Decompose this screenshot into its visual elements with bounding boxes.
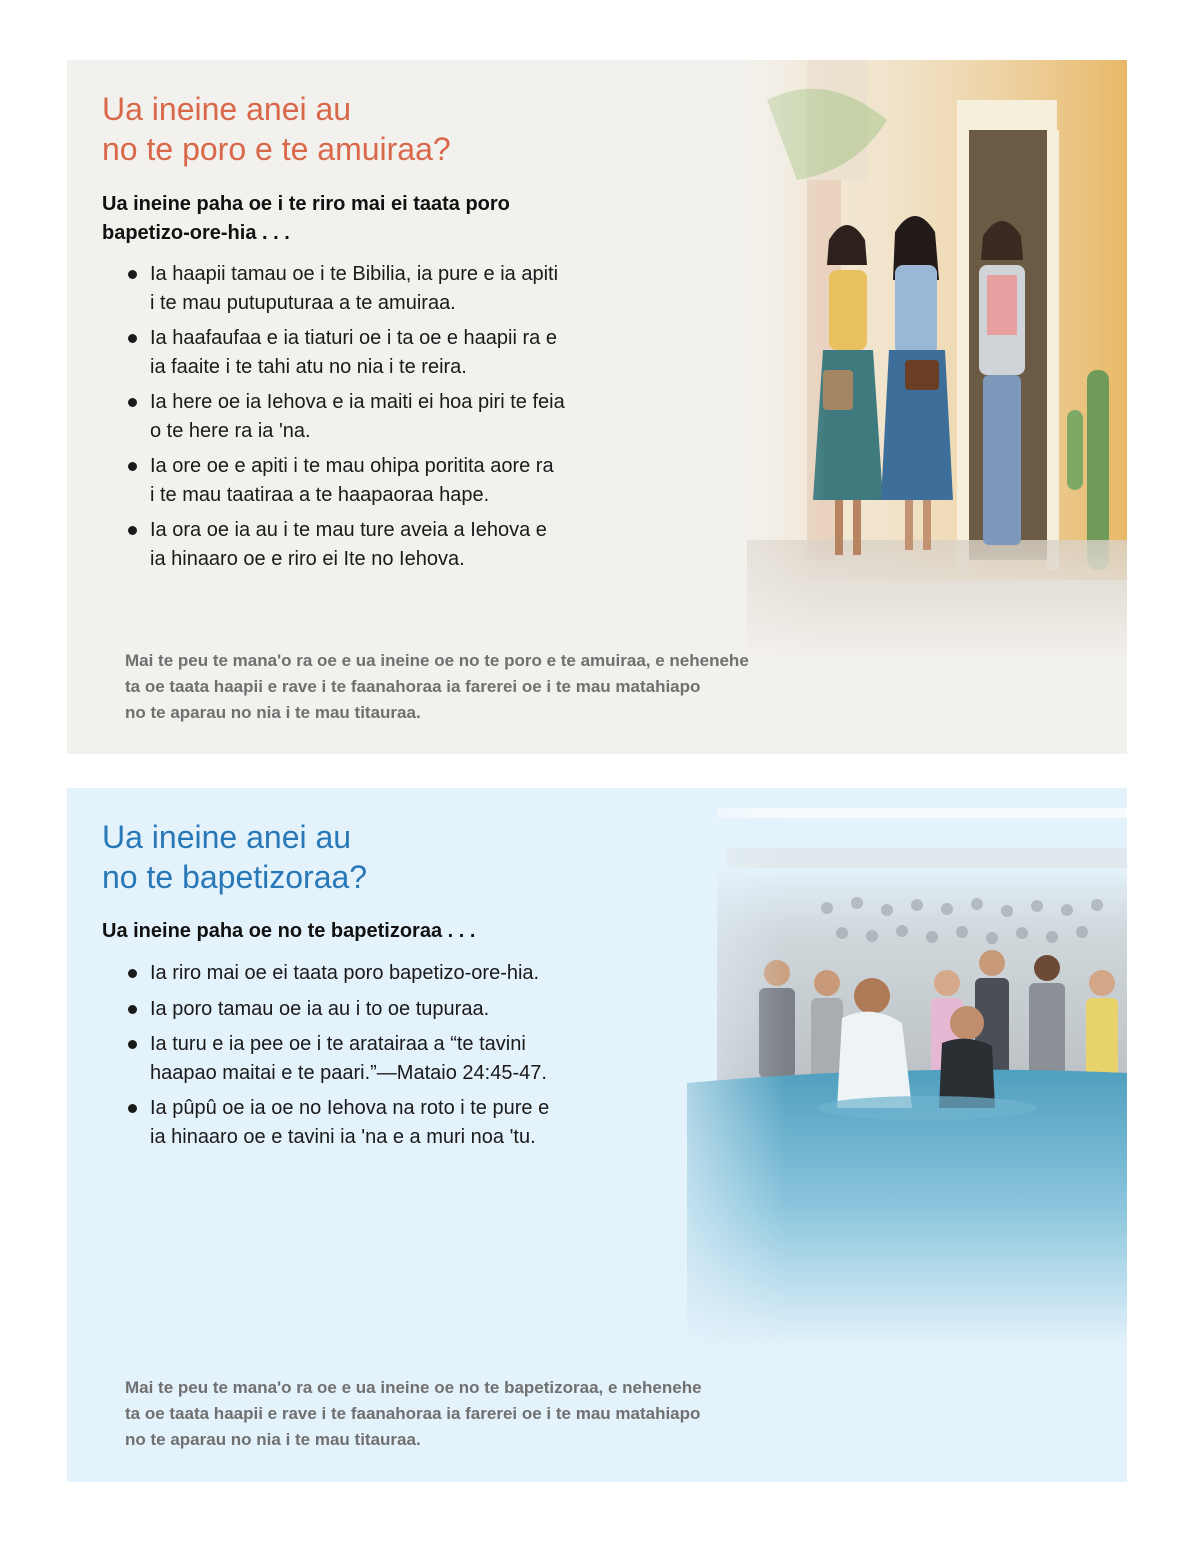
list-item bbox=[125, 388, 645, 445]
footnote-line: ta oe taata haapii e rave i te faanahoraa ia farerei oe i te mau matahiapo bbox=[125, 677, 701, 696]
bullet-icon bbox=[128, 1005, 137, 1014]
footnote-line: no te aparau no nia i te mau titauraa. bbox=[125, 703, 421, 722]
list-item-line: o te here ra ia 'na. bbox=[150, 419, 311, 442]
bullet-icon bbox=[128, 1104, 137, 1113]
section-title bbox=[102, 817, 367, 897]
lead-line: Ua ineine paha oe no te bapetizoraa . . . bbox=[102, 920, 476, 942]
meeting-readiness-panel bbox=[67, 60, 1127, 754]
title-line: no te bapetizoraa? bbox=[102, 859, 368, 895]
list-item bbox=[125, 452, 645, 509]
bullet-icon bbox=[128, 969, 137, 978]
bullet-icon bbox=[128, 1040, 137, 1049]
list-item-line: i te mau taatiraa a te haapaoraa hape. bbox=[150, 483, 490, 506]
list-item-line: ia hinaaro oe e riro ei Ite no Iehova. bbox=[150, 547, 465, 570]
list-item-line: ia faaite i te tahi atu no nia i te reira. bbox=[150, 355, 467, 378]
bullet-icon bbox=[128, 398, 137, 407]
list-item-line: Ia haafaufaa e ia tiaturi oe i ta oe e haapii ra e bbox=[150, 327, 557, 349]
list-item bbox=[125, 1094, 645, 1151]
footnote-line: Mai te peu te mana'o ra oe e ua ineine oe no te bapetizoraa, e nehenehe bbox=[125, 1378, 702, 1397]
list-item-line: Ia riro mai oe ei taata poro bapetizo-ore-hia. bbox=[150, 962, 540, 984]
bullet-icon bbox=[128, 270, 137, 279]
three-women-at-doorway-illustration bbox=[627, 60, 1127, 660]
list-item-line: Ia ore oe e apiti i te mau ohipa poritita aore ra bbox=[150, 455, 554, 477]
footnote-line: no te aparau no nia i te mau titauraa. bbox=[125, 1430, 421, 1449]
list-item-line: Ia turu e ia pee oe i te aratairaa a “te tavini bbox=[150, 1033, 526, 1055]
bullet-icon bbox=[128, 526, 137, 535]
footnote bbox=[125, 1375, 885, 1453]
footnote-line: ta oe taata haapii e rave i te faanahoraa ia farerei oe i te mau matahiapo bbox=[125, 1404, 701, 1423]
section-title bbox=[102, 89, 451, 169]
list-item-line: i te mau putuputuraa a te amuiraa. bbox=[150, 291, 456, 314]
bullet-icon bbox=[128, 462, 137, 471]
list-item-line: Ia ora oe ia au i te mau ture aveia a Iehova e bbox=[150, 519, 547, 541]
lead-line: bapetizo-ore-hia . . . bbox=[102, 222, 290, 244]
lead-text bbox=[102, 190, 622, 248]
requirements-list bbox=[125, 260, 645, 580]
list-item-line: haapao maitai e te paari.”—Mataio 24:45-47. bbox=[150, 1061, 547, 1084]
list-item-line: Ia pûpû oe ia oe no Iehova na roto i te pure e bbox=[150, 1097, 550, 1119]
list-item-line: ia hinaaro oe e tavini ia 'na e a muri noa 'tu. bbox=[150, 1125, 536, 1148]
footnote bbox=[125, 648, 885, 726]
lead-line: Ua ineine paha oe i te riro mai ei taata poro bbox=[102, 193, 510, 215]
title-line: Ua ineine anei au bbox=[102, 91, 352, 127]
baptism-in-pool-illustration bbox=[627, 788, 1127, 1348]
list-item-line: Ia poro tamau oe ia au i to oe tupuraa. bbox=[150, 997, 490, 1020]
list-item bbox=[125, 324, 645, 381]
title-line: Ua ineine anei au bbox=[102, 819, 352, 855]
title-line: no te poro e te amuiraa? bbox=[102, 131, 451, 167]
footnote-line: Mai te peu te mana'o ra oe e ua ineine oe no te poro e te amuiraa, e nehenehe bbox=[125, 651, 749, 670]
list-item bbox=[125, 260, 645, 317]
list-item bbox=[125, 516, 645, 573]
list-item bbox=[125, 995, 645, 1024]
list-item bbox=[125, 959, 645, 988]
requirements-list bbox=[125, 959, 645, 1158]
list-item-line: Ia haapii tamau oe i te Bibilia, ia pure e ia apiti bbox=[150, 263, 559, 285]
list-item-line: Ia here oe ia Iehova e ia maiti ei hoa piri te feia bbox=[150, 391, 565, 413]
baptism-readiness-panel bbox=[67, 788, 1127, 1482]
list-item bbox=[125, 1030, 645, 1087]
bullet-icon bbox=[128, 334, 137, 343]
lead-text bbox=[102, 917, 622, 946]
